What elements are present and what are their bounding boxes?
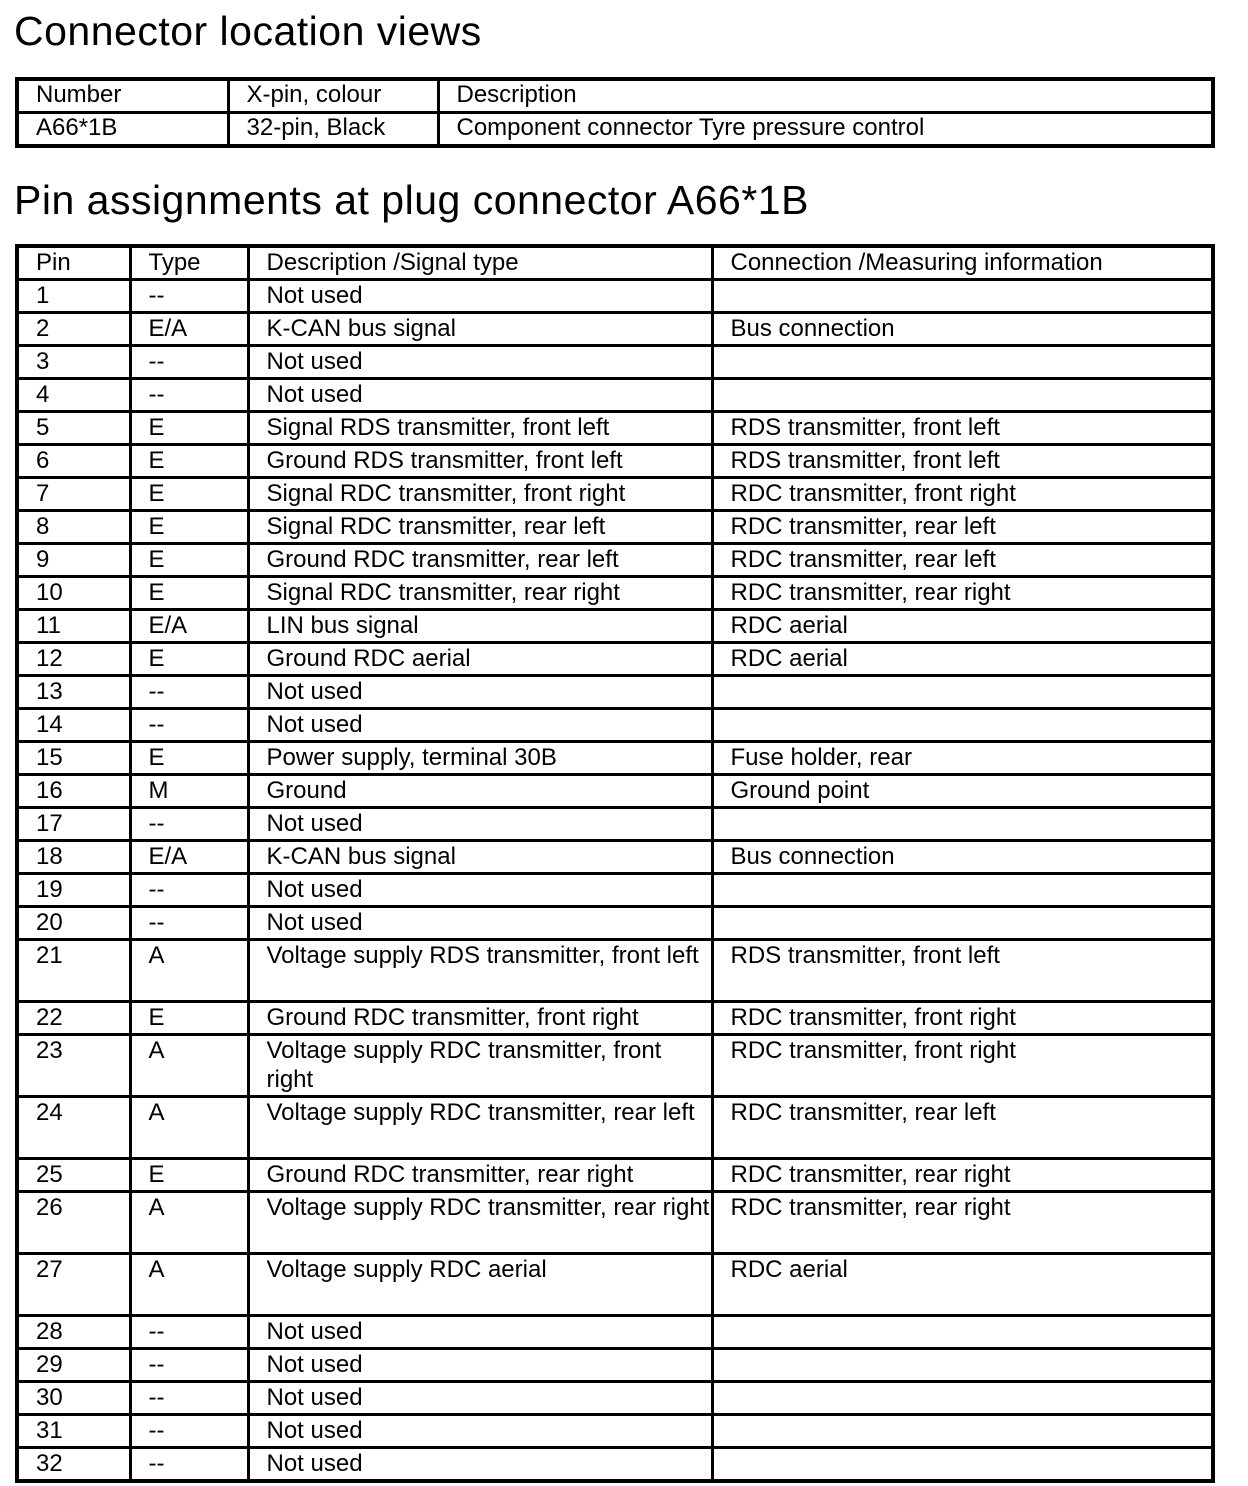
pin-number: 27: [17, 1254, 130, 1316]
column-header-signal-description: Description /Signal type: [248, 246, 712, 280]
table-row: [17, 577, 1213, 610]
pin-assignments-title: Pin assignments at plug connector A66*1B: [14, 177, 809, 223]
pin-number: 9: [17, 544, 130, 577]
pin-type: E: [130, 643, 248, 676]
connection-info: [712, 379, 1213, 412]
connection-info: RDC transmitter, front right: [712, 478, 1213, 511]
pin-type: E/A: [130, 841, 248, 874]
connection-info: Ground point: [712, 775, 1213, 808]
pin-number: 12: [17, 643, 130, 676]
table-header-row: [17, 246, 1213, 280]
connection-info: [712, 1382, 1213, 1415]
pin-type: --: [130, 808, 248, 841]
table-row: [17, 1192, 1213, 1254]
signal-description: Ground RDC transmitter, front right: [248, 1002, 712, 1035]
table-row: [17, 775, 1213, 808]
connection-info: [712, 1415, 1213, 1448]
table-header-row: [17, 79, 1213, 113]
connection-info: [712, 709, 1213, 742]
connector-pins-colour: 32-pin, Black: [228, 113, 438, 147]
table-row: [17, 1254, 1213, 1316]
pin-number: 24: [17, 1097, 130, 1159]
pin-type: E: [130, 1159, 248, 1192]
table-row: [17, 1382, 1213, 1415]
pin-number: 11: [17, 610, 130, 643]
column-header-description: Description: [438, 79, 1213, 113]
pin-type: --: [130, 676, 248, 709]
connection-info: Bus connection: [712, 313, 1213, 346]
connection-info: [712, 676, 1213, 709]
pin-number: 14: [17, 709, 130, 742]
table-row: [17, 940, 1213, 1002]
signal-description: Not used: [248, 1415, 712, 1448]
connection-info: RDC transmitter, rear right: [712, 1192, 1213, 1254]
pin-number: 4: [17, 379, 130, 412]
connection-info: RDC aerial: [712, 643, 1213, 676]
connector-number: A66*1B: [17, 113, 228, 147]
pin-number: 2: [17, 313, 130, 346]
connection-info: [712, 874, 1213, 907]
pin-type: E: [130, 1002, 248, 1035]
table-row: [17, 874, 1213, 907]
pin-type: --: [130, 1382, 248, 1415]
pin-type: A: [130, 1035, 248, 1097]
table-row: [17, 709, 1213, 742]
table-row: [17, 280, 1213, 313]
signal-description: Not used: [248, 808, 712, 841]
pin-type: E: [130, 577, 248, 610]
pin-number: 21: [17, 940, 130, 1002]
table-row: [17, 1159, 1213, 1192]
table-row: [17, 1415, 1213, 1448]
pin-type: A: [130, 940, 248, 1002]
signal-description: Not used: [248, 280, 712, 313]
connection-info: [712, 1448, 1213, 1482]
pin-number: 13: [17, 676, 130, 709]
connector-views-title: Connector location views: [14, 8, 482, 54]
table-row: [17, 610, 1213, 643]
column-header-xpin-colour: X-pin, colour: [228, 79, 438, 113]
table-row: [17, 544, 1213, 577]
pin-type: --: [130, 346, 248, 379]
table-row: [17, 113, 1213, 147]
connection-info: RDS transmitter, front left: [712, 940, 1213, 1002]
connection-info: RDS transmitter, front left: [712, 445, 1213, 478]
pin-type: A: [130, 1097, 248, 1159]
pin-number: 22: [17, 1002, 130, 1035]
pin-type: A: [130, 1254, 248, 1316]
signal-description: Voltage supply RDS transmitter, front left: [248, 940, 712, 1002]
pin-type: --: [130, 280, 248, 313]
pin-number: 8: [17, 511, 130, 544]
signal-description: Not used: [248, 1382, 712, 1415]
signal-description: LIN bus signal: [248, 610, 712, 643]
table-row: [17, 346, 1213, 379]
pin-type: E: [130, 445, 248, 478]
table-row: [17, 445, 1213, 478]
signal-description: Signal RDC transmitter, front right: [248, 478, 712, 511]
pin-type: E: [130, 511, 248, 544]
signal-description: Ground RDC transmitter, rear left: [248, 544, 712, 577]
pin-type: A: [130, 1192, 248, 1254]
signal-description: Ground RDS transmitter, front left: [248, 445, 712, 478]
connection-info: RDC transmitter, rear right: [712, 577, 1213, 610]
pin-type: --: [130, 907, 248, 940]
connection-info: [712, 280, 1213, 313]
signal-description: Ground RDC aerial: [248, 643, 712, 676]
pin-number: 17: [17, 808, 130, 841]
signal-description: Ground: [248, 775, 712, 808]
connection-info: Bus connection: [712, 841, 1213, 874]
signal-description: Not used: [248, 907, 712, 940]
signal-description: Voltage supply RDC transmitter, rear right: [248, 1192, 712, 1254]
connector-description: Component connector Tyre pressure control: [438, 113, 1213, 147]
table-row: [17, 412, 1213, 445]
pin-type: M: [130, 775, 248, 808]
connection-info: RDC transmitter, rear left: [712, 1097, 1213, 1159]
connection-info: RDC aerial: [712, 1254, 1213, 1316]
pin-type: --: [130, 1316, 248, 1349]
pin-table-body: [17, 280, 1213, 1482]
table-row: [17, 313, 1213, 346]
pin-number: 15: [17, 742, 130, 775]
table-row: [17, 1002, 1213, 1035]
pin-type: E: [130, 478, 248, 511]
signal-description: Not used: [248, 1349, 712, 1382]
column-header-connection-info: Connection /Measuring information: [712, 246, 1213, 280]
pin-number: 28: [17, 1316, 130, 1349]
pin-number: 18: [17, 841, 130, 874]
column-header-type: Type: [130, 246, 248, 280]
table-row: [17, 808, 1213, 841]
signal-description: Not used: [248, 1448, 712, 1482]
signal-description: Ground RDC transmitter, rear right: [248, 1159, 712, 1192]
table-row: [17, 478, 1213, 511]
pin-type: E: [130, 742, 248, 775]
pin-type: E/A: [130, 313, 248, 346]
pin-number: 5: [17, 412, 130, 445]
connection-info: Fuse holder, rear: [712, 742, 1213, 775]
pin-type: --: [130, 709, 248, 742]
pin-type: E/A: [130, 610, 248, 643]
pin-type: --: [130, 379, 248, 412]
pin-number: 29: [17, 1349, 130, 1382]
pin-number: 16: [17, 775, 130, 808]
pin-number: 25: [17, 1159, 130, 1192]
table-row: [17, 379, 1213, 412]
pin-type: --: [130, 1415, 248, 1448]
signal-description: Not used: [248, 1316, 712, 1349]
signal-description: Signal RDC transmitter, rear right: [248, 577, 712, 610]
pin-number: 7: [17, 478, 130, 511]
pin-number: 31: [17, 1415, 130, 1448]
column-header-number: Number: [17, 79, 228, 113]
connection-info: [712, 907, 1213, 940]
connection-info: [712, 1349, 1213, 1382]
connection-info: RDC transmitter, rear left: [712, 511, 1213, 544]
signal-description: Power supply, terminal 30B: [248, 742, 712, 775]
signal-description: Not used: [248, 676, 712, 709]
table-row: [17, 676, 1213, 709]
signal-description: Not used: [248, 379, 712, 412]
pin-type: --: [130, 874, 248, 907]
signal-description: Not used: [248, 346, 712, 379]
pin-type: --: [130, 1349, 248, 1382]
pin-number: 23: [17, 1035, 130, 1097]
table-row: [17, 742, 1213, 775]
pin-number: 20: [17, 907, 130, 940]
connection-info: RDC aerial: [712, 610, 1213, 643]
signal-description: K-CAN bus signal: [248, 841, 712, 874]
signal-description: Not used: [248, 874, 712, 907]
pin-type: --: [130, 1448, 248, 1482]
pin-number: 3: [17, 346, 130, 379]
signal-description: Not used: [248, 709, 712, 742]
table-row: [17, 907, 1213, 940]
pin-assignment-table: [15, 244, 1215, 1483]
table-row: [17, 1349, 1213, 1382]
signal-description: K-CAN bus signal: [248, 313, 712, 346]
connection-info: RDC transmitter, rear right: [712, 1159, 1213, 1192]
pin-number: 6: [17, 445, 130, 478]
table-row: [17, 1448, 1213, 1482]
pin-type: E: [130, 544, 248, 577]
connection-info: [712, 346, 1213, 379]
table-row: [17, 841, 1213, 874]
table-row: [17, 511, 1213, 544]
pin-number: 19: [17, 874, 130, 907]
column-header-pin: Pin: [17, 246, 130, 280]
table-row: [17, 1035, 1213, 1097]
connection-info: RDS transmitter, front left: [712, 412, 1213, 445]
pin-number: 10: [17, 577, 130, 610]
connection-info: [712, 808, 1213, 841]
pin-number: 1: [17, 280, 130, 313]
signal-description: Voltage supply RDC transmitter, front right: [248, 1035, 712, 1097]
pin-number: 30: [17, 1382, 130, 1415]
connection-info: RDC transmitter, rear left: [712, 544, 1213, 577]
table-row: [17, 1316, 1213, 1349]
connection-info: RDC transmitter, front right: [712, 1002, 1213, 1035]
table-row: [17, 1097, 1213, 1159]
pin-number: 26: [17, 1192, 130, 1254]
signal-description: Signal RDS transmitter, front left: [248, 412, 712, 445]
signal-description: Voltage supply RDC transmitter, rear left: [248, 1097, 712, 1159]
table-row: [17, 643, 1213, 676]
connection-info: RDC transmitter, front right: [712, 1035, 1213, 1097]
connection-info: [712, 1316, 1213, 1349]
signal-description: Voltage supply RDC aerial: [248, 1254, 712, 1316]
signal-description: Signal RDC transmitter, rear left: [248, 511, 712, 544]
connector-location-table: [15, 77, 1215, 148]
pin-type: E: [130, 412, 248, 445]
pin-number: 32: [17, 1448, 130, 1482]
